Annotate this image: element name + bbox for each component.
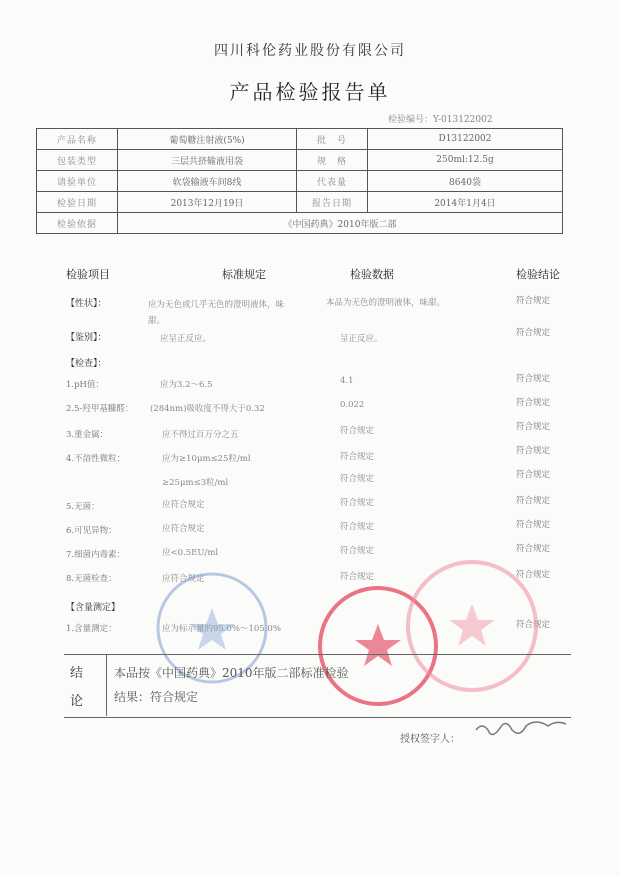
conclusion-label-2: 论 bbox=[70, 694, 84, 709]
ph-standard: 应为3.2～6.5 bbox=[160, 380, 213, 390]
hmf-result: 符合规定 bbox=[516, 398, 551, 408]
test-date-label: 检验日期 bbox=[37, 192, 118, 213]
hmf-standard: (284nm)吸收度不得大于0.32 bbox=[150, 404, 265, 414]
particles-standard-2: ≥25μm≤3粒/ml bbox=[162, 478, 229, 488]
other-check-standard: 应符合规定 bbox=[162, 574, 205, 584]
traits-data: 本品为无色的澄明液体，味甜。 bbox=[326, 298, 446, 308]
visible-data: 符合规定 bbox=[340, 522, 375, 532]
ph-data: 4.1 bbox=[340, 376, 354, 386]
spec-value: 250ml:12.5g bbox=[368, 150, 563, 171]
conclusion-line-1: 本品按《中国药典》2010年版二部标准检验 bbox=[114, 666, 349, 680]
conclusion-divider bbox=[106, 654, 107, 716]
particles-name: 4.不溶性微粒： bbox=[66, 454, 126, 464]
particles-result-2: 符合规定 bbox=[516, 470, 551, 480]
col-conclusion-header: 检验结论 bbox=[516, 268, 560, 281]
endotoxin-data: 符合规定 bbox=[340, 546, 375, 556]
quantity-value: 8640袋 bbox=[368, 171, 563, 192]
metal-data: 符合规定 bbox=[340, 426, 375, 436]
ph-name: 1.pH值： bbox=[66, 380, 104, 390]
requester-value: 软袋输液车间8线 bbox=[118, 171, 297, 192]
traits-result: 符合规定 bbox=[516, 296, 551, 306]
other-check-data: 符合规定 bbox=[340, 572, 375, 582]
content-name: 1.含量测定： bbox=[66, 624, 117, 634]
basis-label: 检验依据 bbox=[37, 213, 118, 234]
basis-value: 《中国药典》2010年版二部 bbox=[118, 213, 563, 234]
requester-label: 请验单位 bbox=[37, 171, 118, 192]
conclusion-label-1: 结 bbox=[70, 666, 84, 681]
conclusion-line-2: 结果：符合规定 bbox=[114, 690, 199, 704]
red-stamp-right-star-icon bbox=[449, 604, 495, 646]
ident-result: 符合规定 bbox=[516, 328, 551, 338]
sterility-result: 符合规定 bbox=[516, 496, 551, 506]
endotoxin-name: 7.细菌内毒素： bbox=[66, 550, 126, 560]
company-name: 四川科伦药业股份有限公司 bbox=[214, 43, 406, 59]
package-value: 三层共挤输液用袋 bbox=[118, 150, 297, 171]
sterility-standard: 应符合规定 bbox=[162, 500, 205, 510]
report-number-label: 检验编号： bbox=[388, 115, 434, 125]
traits-standard-2: 甜。 bbox=[148, 316, 166, 326]
col-item-header: 检验项目 bbox=[66, 268, 110, 281]
product-name-value: 葡萄糖注射液(5%) bbox=[118, 129, 297, 150]
hmf-data: 0.022 bbox=[340, 400, 365, 410]
visible-standard: 应符合规定 bbox=[162, 524, 205, 534]
content-section-header: 【含量测定】 bbox=[66, 603, 121, 613]
ident-standard: 应呈正反应。 bbox=[160, 334, 212, 344]
content-standard: 应为标示量的95.0%～105.0% bbox=[162, 624, 281, 634]
particles-data-2: 符合规定 bbox=[340, 474, 375, 484]
report-number-value: Y-013122002 bbox=[433, 115, 493, 125]
particles-data-1: 符合规定 bbox=[340, 452, 375, 462]
sterility-data: 符合规定 bbox=[340, 498, 375, 508]
report-date-label: 报告日期 bbox=[297, 192, 368, 213]
col-data-header: 检验数据 bbox=[350, 268, 394, 281]
quantity-label: 代表量 bbox=[297, 171, 368, 192]
product-name-label: 产品名称 bbox=[37, 129, 118, 150]
content-result: 符合规定 bbox=[516, 620, 551, 630]
endotoxin-standard: 应<0.5EU/ml bbox=[162, 548, 219, 558]
hmf-name: 2.5-羟甲基糠醛： bbox=[66, 404, 134, 414]
batch-label: 批 号 bbox=[297, 129, 368, 150]
package-label: 包装类型 bbox=[37, 150, 118, 171]
signer-label: 授权签字人： bbox=[400, 734, 460, 745]
report-title: 产品检验报告单 bbox=[229, 80, 391, 104]
particles-standard-1: 应为≥10μm≤25粒/ml bbox=[162, 454, 251, 464]
visible-result: 符合规定 bbox=[516, 520, 551, 530]
ph-result: 符合规定 bbox=[516, 374, 551, 384]
spec-label: 规 格 bbox=[297, 150, 368, 171]
handwritten-signature-icon bbox=[476, 722, 566, 735]
metal-standard: 应不得过百万分之五 bbox=[162, 430, 239, 440]
endotoxin-result: 符合规定 bbox=[516, 544, 551, 554]
metal-name: 3.重金属： bbox=[66, 430, 109, 440]
col-standard-header: 标准规定 bbox=[222, 268, 266, 281]
particles-result-1: 符合规定 bbox=[516, 446, 551, 456]
other-check-result: 符合规定 bbox=[516, 570, 551, 580]
metal-result: 符合规定 bbox=[516, 422, 551, 432]
sterility-name: 5.无菌： bbox=[66, 502, 100, 512]
ident-name: 【鉴别】： bbox=[66, 333, 107, 343]
visible-name: 6.可见异物： bbox=[66, 526, 117, 536]
test-date-value: 2013年12月19日 bbox=[118, 192, 297, 213]
other-check-name: 8.无菌检查： bbox=[66, 574, 117, 584]
ident-data: 呈正反应。 bbox=[340, 334, 383, 344]
check-section-header: 【检查】： bbox=[66, 359, 107, 369]
batch-value: D13122002 bbox=[368, 129, 563, 150]
blue-stamp-star-icon bbox=[189, 608, 235, 650]
traits-name: 【性状】： bbox=[66, 299, 107, 309]
traits-standard-1: 应为无色或几乎无色的澄明液体，味 bbox=[148, 300, 285, 310]
report-date-value: 2014年1月4日 bbox=[368, 192, 563, 213]
